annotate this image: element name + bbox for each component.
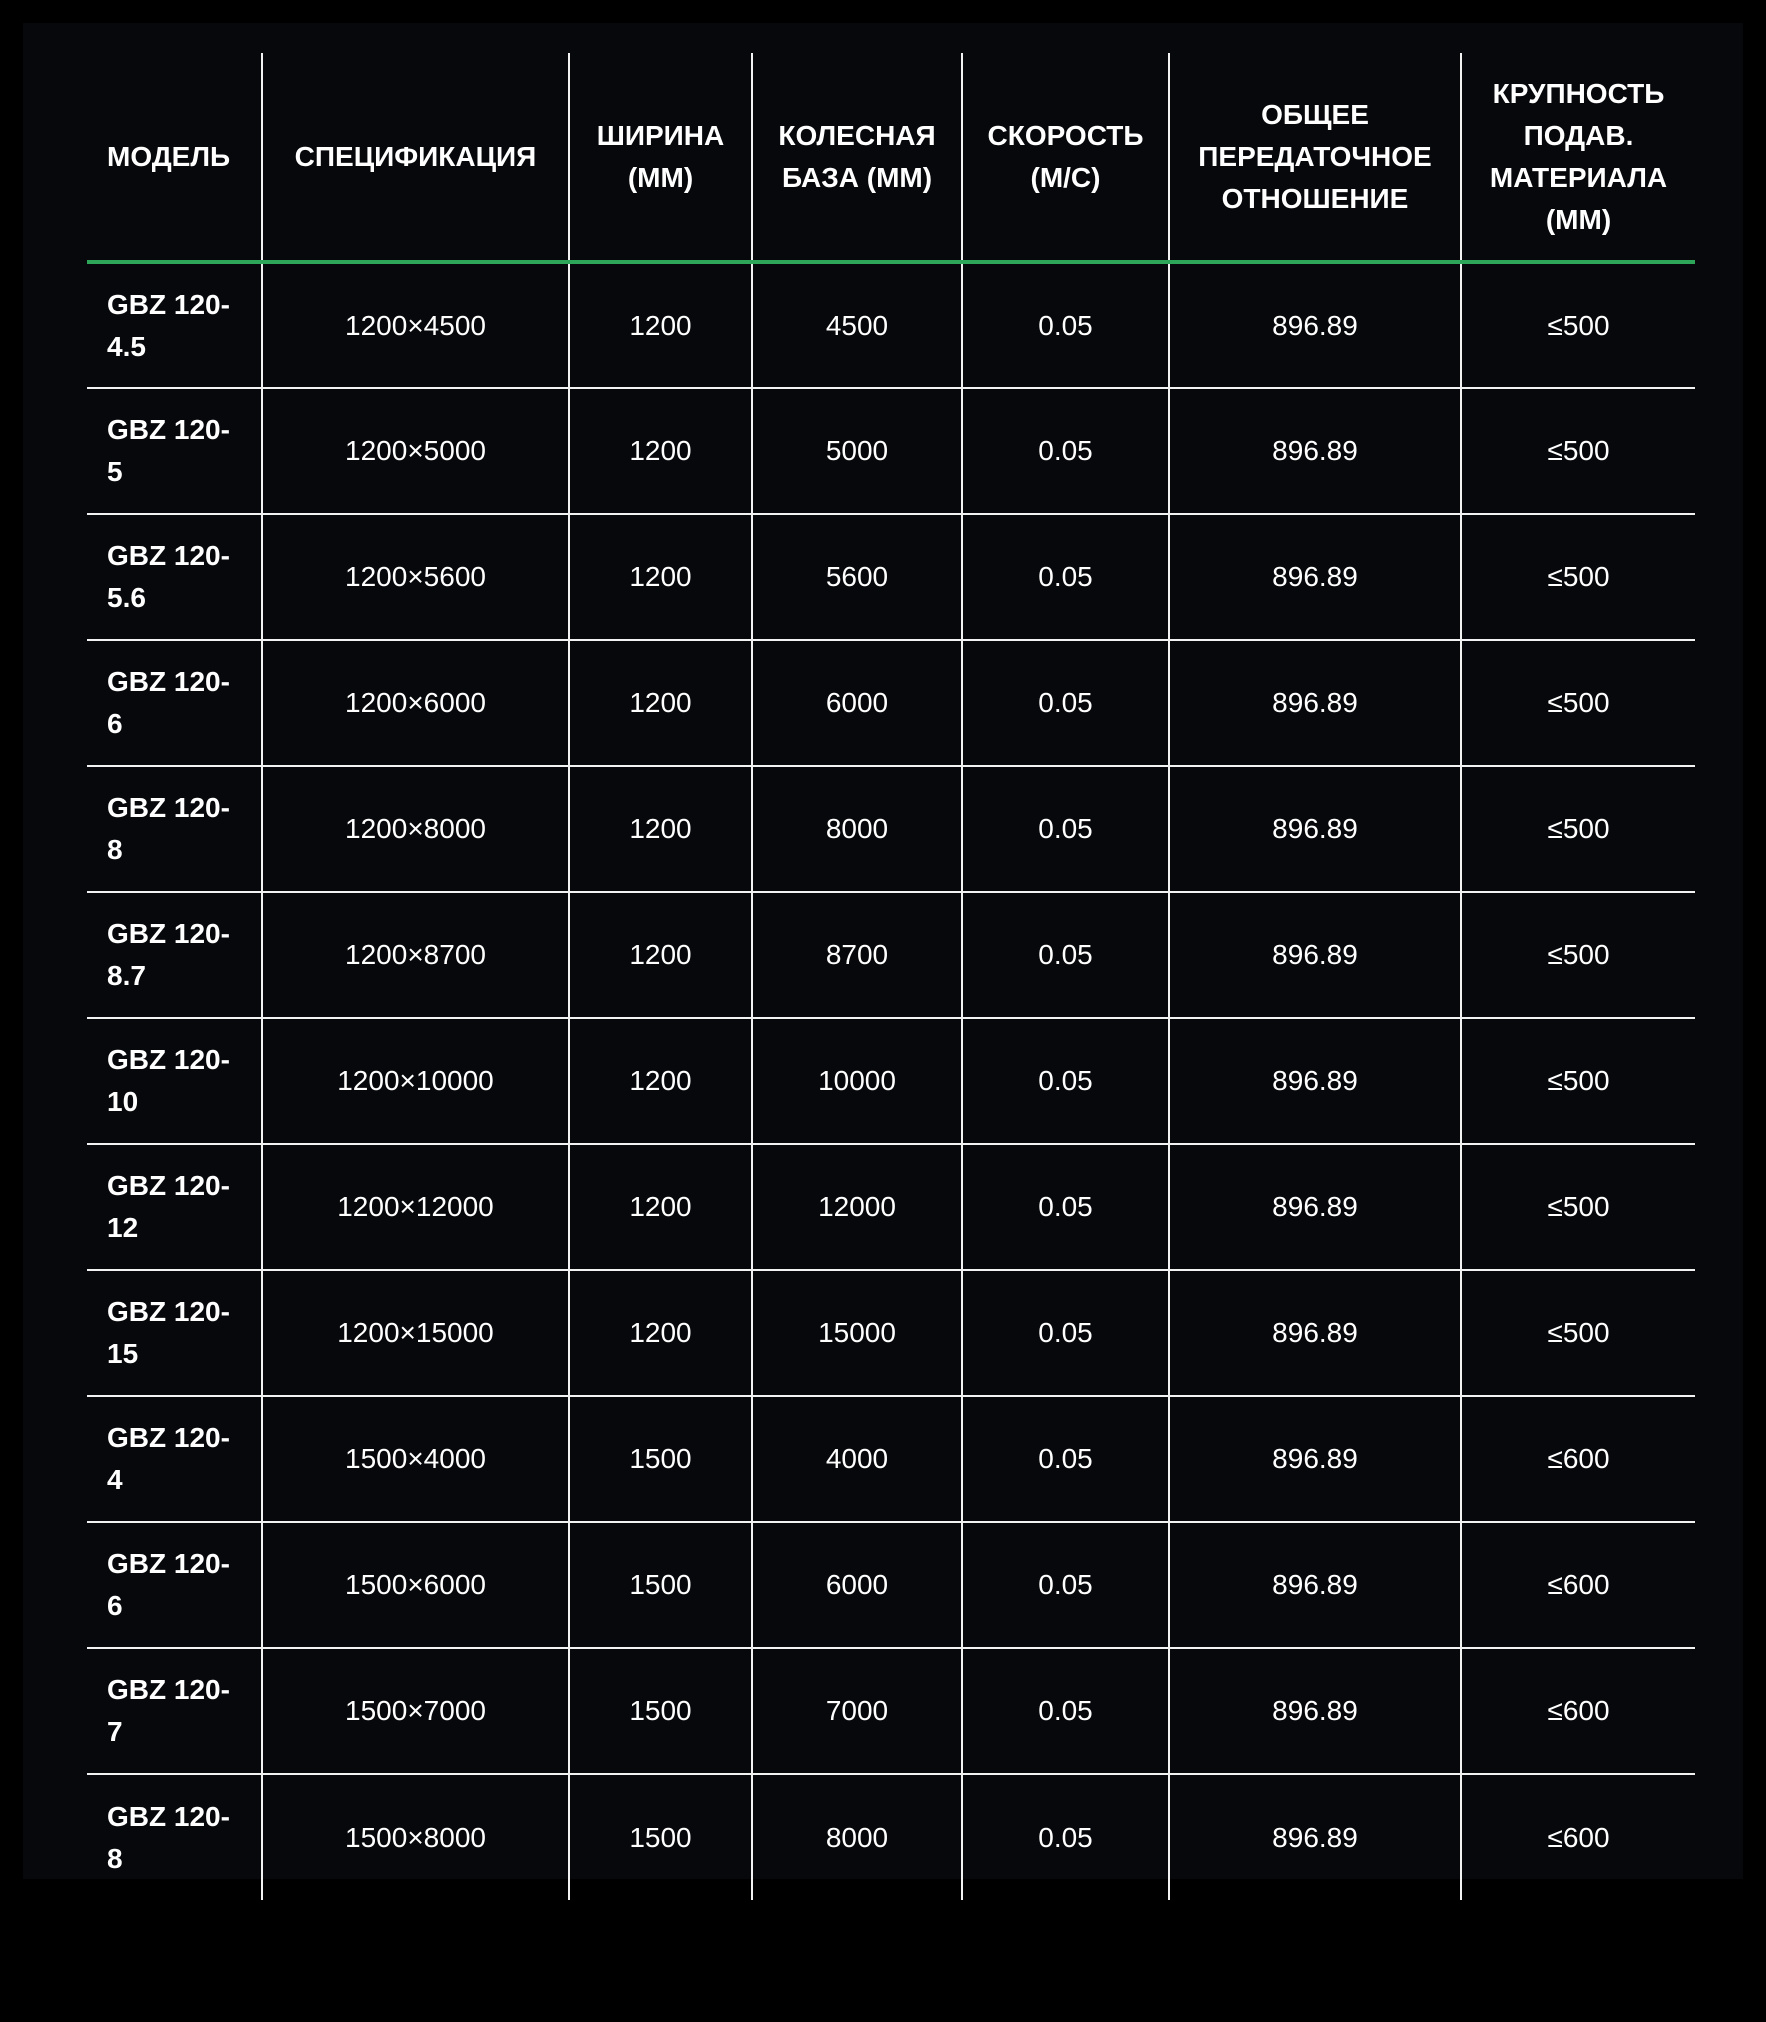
cell-width: 1200 [569, 1270, 752, 1396]
header-line: КОЛЕСНАЯ [778, 119, 936, 151]
cell-ratio: 896.89 [1169, 388, 1461, 514]
cell-wheelbase: 12000 [752, 1144, 962, 1270]
cell-feed-size: ≤500 [1461, 262, 1695, 388]
cell-ratio: 896.89 [1169, 1270, 1461, 1396]
cell-spec: 1200×5000 [262, 388, 569, 514]
table-row [87, 514, 1695, 640]
cell-spec: 1200×5600 [262, 514, 569, 640]
cell-feed-size: ≤600 [1461, 1774, 1695, 1900]
table-row [87, 388, 1695, 514]
model-line: GBZ 120- [107, 1296, 230, 1327]
cell-wheelbase: 6000 [752, 640, 962, 766]
model-line: GBZ 120- [107, 918, 230, 949]
cell-ratio: 896.89 [1169, 1522, 1461, 1648]
header-line: ОБЩЕЕ [1261, 98, 1369, 130]
cell-feed-size: ≤500 [1461, 766, 1695, 892]
cell-spec: 1200×8000 [262, 766, 569, 892]
model-line: GBZ 120- [107, 1422, 230, 1453]
table-row [87, 262, 1695, 388]
table-row [87, 1774, 1695, 1900]
cell-model [87, 766, 262, 892]
model-line: 8 [107, 834, 123, 865]
cell-feed-size: ≤500 [1461, 640, 1695, 766]
model-line: 8 [107, 1842, 123, 1874]
model-line: GBZ 120- [107, 288, 230, 320]
cell-speed: 0.05 [962, 514, 1169, 640]
model-line: 6 [107, 1590, 123, 1621]
cell-spec: 1500×8000 [262, 1774, 569, 1900]
cell-wheelbase: 4000 [752, 1396, 962, 1522]
cell-ratio: 896.89 [1169, 1774, 1461, 1900]
cell-width: 1200 [569, 262, 752, 388]
header-ratio [1169, 53, 1461, 262]
cell-wheelbase: 8700 [752, 892, 962, 1018]
cell-width: 1200 [569, 766, 752, 892]
cell-width: 1500 [569, 1522, 752, 1648]
header-speed [962, 53, 1169, 262]
cell-feed-size: ≤500 [1461, 388, 1695, 514]
cell-width: 1200 [569, 514, 752, 640]
cell-spec: 1200×15000 [262, 1270, 569, 1396]
cell-ratio: 896.89 [1169, 766, 1461, 892]
cell-speed: 0.05 [962, 1144, 1169, 1270]
model-line: 10 [107, 1086, 139, 1117]
table-row [87, 1144, 1695, 1270]
model-line: GBZ 120- [107, 792, 230, 823]
model-line: 15 [107, 1338, 139, 1369]
cell-speed: 0.05 [962, 766, 1169, 892]
cell-width: 1500 [569, 1648, 752, 1774]
cell-model [87, 1144, 262, 1270]
cell-wheelbase: 15000 [752, 1270, 962, 1396]
model-line: 4 [107, 1464, 123, 1495]
header-line: ОТНОШЕНИЕ [1221, 182, 1409, 214]
header-line: ПОДАВ. [1523, 119, 1634, 151]
header-line: СПЕЦИФИКАЦИЯ [294, 140, 537, 172]
table-row [87, 640, 1695, 766]
model-line: 7 [107, 1716, 123, 1747]
table-body [87, 262, 1695, 1900]
header-model [87, 53, 262, 262]
cell-wheelbase: 7000 [752, 1648, 962, 1774]
header-line: БАЗА (ММ) [781, 161, 933, 193]
model-line: GBZ 120- [107, 1044, 230, 1075]
table-row [87, 1018, 1695, 1144]
cell-feed-size: ≤600 [1461, 1648, 1695, 1774]
table-row [87, 1270, 1695, 1396]
header-wheelbase [752, 53, 962, 262]
cell-speed: 0.05 [962, 892, 1169, 1018]
model-line: 12 [107, 1212, 139, 1243]
header-line: МОДЕЛЬ [107, 140, 231, 172]
model-line: GBZ 120- [107, 540, 230, 571]
cell-speed: 0.05 [962, 1522, 1169, 1648]
cell-speed: 0.05 [962, 1774, 1169, 1900]
cell-ratio: 896.89 [1169, 892, 1461, 1018]
cell-feed-size: ≤600 [1461, 1522, 1695, 1648]
cell-feed-size: ≤600 [1461, 1396, 1695, 1522]
table-row [87, 766, 1695, 892]
cell-model [87, 1648, 262, 1774]
cell-width: 1500 [569, 1774, 752, 1900]
cell-model [87, 892, 262, 1018]
header-line: МАТЕРИАЛА [1489, 161, 1668, 193]
cell-feed-size: ≤500 [1461, 1144, 1695, 1270]
header-line: КРУПНОСТЬ [1492, 77, 1665, 109]
header-line: (ММ) [1545, 203, 1612, 235]
model-line: 6 [107, 708, 123, 739]
cell-speed: 0.05 [962, 262, 1169, 388]
cell-feed-size: ≤500 [1461, 1018, 1695, 1144]
cell-model [87, 262, 262, 388]
header-line: (ММ) [627, 161, 694, 193]
cell-ratio: 896.89 [1169, 262, 1461, 388]
spec-table [87, 53, 1695, 1900]
cell-wheelbase: 5600 [752, 514, 962, 640]
table-row [87, 892, 1695, 1018]
cell-speed: 0.05 [962, 1396, 1169, 1522]
cell-feed-size: ≤500 [1461, 514, 1695, 640]
cell-spec: 1500×4000 [262, 1396, 569, 1522]
header-line: СКОРОСТЬ [987, 119, 1144, 151]
model-line: 4.5 [107, 330, 146, 362]
cell-width: 1200 [569, 388, 752, 514]
cell-width: 1500 [569, 1396, 752, 1522]
cell-ratio: 896.89 [1169, 1648, 1461, 1774]
cell-width: 1200 [569, 892, 752, 1018]
spec-table-panel [23, 23, 1743, 1879]
cell-feed-size: ≤500 [1461, 892, 1695, 1018]
cell-wheelbase: 4500 [752, 262, 962, 388]
model-line: GBZ 120- [107, 1548, 230, 1579]
cell-ratio: 896.89 [1169, 1144, 1461, 1270]
header-row [87, 53, 1695, 262]
cell-speed: 0.05 [962, 1648, 1169, 1774]
cell-model [87, 1522, 262, 1648]
cell-model [87, 640, 262, 766]
cell-spec: 1200×12000 [262, 1144, 569, 1270]
cell-model [87, 388, 262, 514]
model-line: 5.6 [107, 582, 146, 613]
header-spec [262, 53, 569, 262]
model-line: GBZ 120- [107, 666, 230, 697]
cell-feed-size: ≤500 [1461, 1270, 1695, 1396]
cell-ratio: 896.89 [1169, 1018, 1461, 1144]
cell-spec: 1200×10000 [262, 1018, 569, 1144]
table-header [87, 53, 1695, 262]
cell-ratio: 896.89 [1169, 640, 1461, 766]
model-line: GBZ 120- [107, 414, 230, 445]
cell-model [87, 1270, 262, 1396]
cell-ratio: 896.89 [1169, 1396, 1461, 1522]
cell-speed: 0.05 [962, 388, 1169, 514]
cell-model [87, 1774, 262, 1900]
cell-spec: 1200×6000 [262, 640, 569, 766]
header-line: (М/С) [1030, 161, 1101, 193]
cell-width: 1200 [569, 1018, 752, 1144]
cell-wheelbase: 5000 [752, 388, 962, 514]
header-line: ПЕРЕДАТОЧНОЕ [1198, 140, 1432, 172]
model-line: 5 [107, 456, 123, 487]
cell-speed: 0.05 [962, 1018, 1169, 1144]
table-row [87, 1648, 1695, 1774]
cell-wheelbase: 6000 [752, 1522, 962, 1648]
cell-model [87, 1396, 262, 1522]
cell-speed: 0.05 [962, 640, 1169, 766]
cell-speed: 0.05 [962, 1270, 1169, 1396]
header-feed-size [1461, 53, 1695, 262]
cell-spec: 1200×8700 [262, 892, 569, 1018]
cell-width: 1200 [569, 640, 752, 766]
table-row [87, 1522, 1695, 1648]
model-line: GBZ 120- [107, 1800, 230, 1832]
cell-model [87, 514, 262, 640]
header-width [569, 53, 752, 262]
cell-spec: 1200×4500 [262, 262, 569, 388]
cell-model [87, 1018, 262, 1144]
cell-wheelbase: 8000 [752, 1774, 962, 1900]
cell-spec: 1500×6000 [262, 1522, 569, 1648]
cell-ratio: 896.89 [1169, 514, 1461, 640]
cell-wheelbase: 10000 [752, 1018, 962, 1144]
cell-width: 1200 [569, 1144, 752, 1270]
header-line: ШИРИНА [596, 119, 725, 151]
model-line: GBZ 120- [107, 1170, 230, 1201]
cell-wheelbase: 8000 [752, 766, 962, 892]
model-line: 8.7 [107, 960, 146, 991]
table-row [87, 1396, 1695, 1522]
cell-spec: 1500×7000 [262, 1648, 569, 1774]
model-line: GBZ 120- [107, 1674, 230, 1705]
